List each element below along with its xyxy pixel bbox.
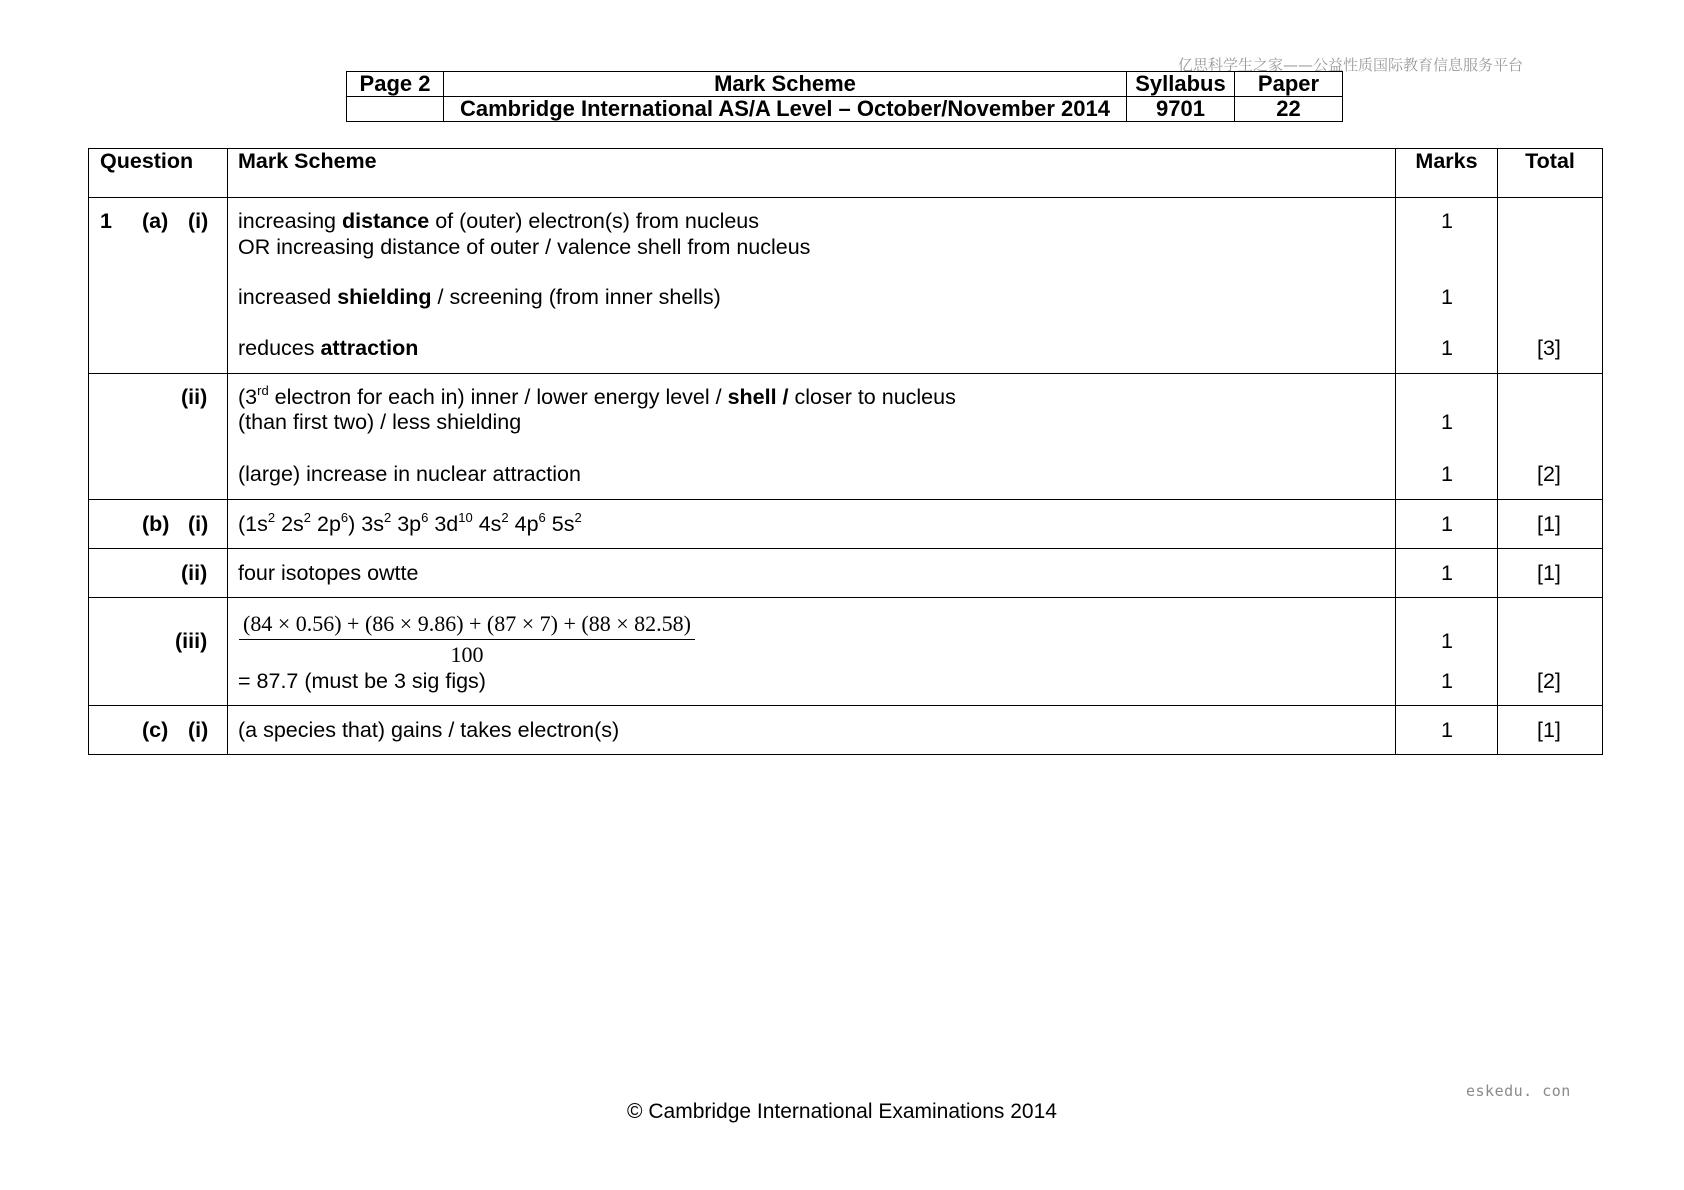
mark-value: 1 [1441,669,1453,693]
fraction-numerator: (84 × 0.56) + (86 × 9.86) + (87 × 7) + (88 × 82.58) [239,611,695,640]
question-cell [89,549,228,598]
total-cell [1498,549,1603,598]
electron-configuration: ($1s^2$ $2s^2$ $2p^6$) $3s^2$ $3p^6$ $3d^{10}$ $4s^2$ $4p^6$ $5s^2$ [238,510,582,536]
marks-cell [1396,598,1498,706]
header-syllabus-label: Syllabus [1127,72,1235,97]
question-cell [89,706,228,755]
mark-value: 1 [1441,209,1453,233]
answer-line: increased shielding / screening (from inner shells) [238,285,721,309]
header-title: Mark Scheme [444,72,1127,97]
table-row [89,198,1603,374]
mark-scheme-cell [228,598,1396,706]
marks-cell [1396,706,1498,755]
mark-scheme-cell [228,549,1396,598]
mark-value: 1 [1441,629,1453,653]
mark-value: 1 [1441,718,1453,742]
mark-value: 1 [1441,462,1453,486]
header-page: Page 2 [347,72,444,97]
header-table [346,71,1343,122]
mark-value: 1 [1441,561,1453,585]
mark-scheme-table [88,148,1603,755]
col-total: Total [1498,149,1603,198]
total-cell [1498,706,1603,755]
answer-line: reduces attraction [238,336,419,360]
mark-value: 1 [1441,410,1453,434]
question-sub: (i) [188,209,209,233]
answer-line: (a species that) gains / takes electron(s) [238,718,620,742]
table-row [89,374,1603,500]
mark-scheme-cell [228,706,1396,755]
calculation-fraction [239,611,695,668]
total-value: [1] [1537,718,1561,742]
table-row [89,549,1603,598]
fraction-denominator: 100 [450,642,484,667]
question-sub: (ii) [181,385,208,409]
mark-scheme-cell [228,374,1396,500]
answer-line: OR increasing distance of outer / valence shell from nucleus [238,235,811,259]
table-header-row [89,149,1603,198]
question-sub: (i) [188,718,209,742]
total-cell [1498,198,1603,374]
total-value: [1] [1537,561,1561,585]
question-number: 1 [100,209,112,233]
watermark-top: 亿思科学生之家——公益性质国际教育信息服务平台 [1178,56,1524,74]
answer-line: = 87.7 (must be 3 sig figs) [238,669,486,693]
total-cell [1498,500,1603,549]
col-question: Question [89,149,228,198]
table-row [89,598,1603,706]
question-cell [89,198,228,374]
header-paper: 22 [1235,97,1343,122]
question-sub: (i) [188,512,209,536]
header-subtitle: Cambridge International AS/A Level – October/November 2014 [444,97,1127,122]
watermark-bottom: eskedu. con [1466,1082,1571,1100]
header-empty-cell [347,97,444,122]
total-value: [1] [1537,512,1561,536]
total-cell [1498,374,1603,500]
question-sub: (iii) [175,629,208,653]
marks-cell [1396,500,1498,549]
marks-cell [1396,374,1498,500]
header-paper-label: Paper [1235,72,1343,97]
answer-line: four isotopes owtte [238,561,419,585]
total-value: [2] [1537,669,1561,693]
total-cell [1498,598,1603,706]
mark-value: 1 [1441,336,1453,360]
answer-line: (large) increase in nuclear attraction [238,462,581,486]
answer-line: increasing distance of (outer) electron(s) from nucleus [238,209,760,233]
marks-cell [1396,198,1498,374]
mark-value: 1 [1441,285,1453,309]
question-sub: (ii) [181,561,208,585]
mark-value: 1 [1441,512,1453,536]
answer-line: (than first two) / less shielding [238,410,522,434]
col-marks: Marks [1396,149,1498,198]
total-value: [3] [1537,336,1561,360]
answer-line: (3rd electron for each in) inner / lower energy level / shell / closer to nucleus [238,383,956,409]
mark-scheme-cell [228,198,1396,374]
question-part: (b) [142,512,170,536]
question-cell [89,500,228,549]
question-part: (a) [142,209,169,233]
table-row [89,706,1603,755]
question-cell [89,598,228,706]
mark-scheme-cell [228,500,1396,549]
table-row [89,500,1603,549]
question-part: (c) [142,718,169,742]
footer-copyright: © Cambridge International Examinations 2014 [627,1100,1057,1123]
question-cell [89,374,228,500]
col-mark-scheme: Mark Scheme [228,149,1396,198]
marks-cell [1396,549,1498,598]
header-syllabus: 9701 [1127,97,1235,122]
total-value: [2] [1537,462,1561,486]
